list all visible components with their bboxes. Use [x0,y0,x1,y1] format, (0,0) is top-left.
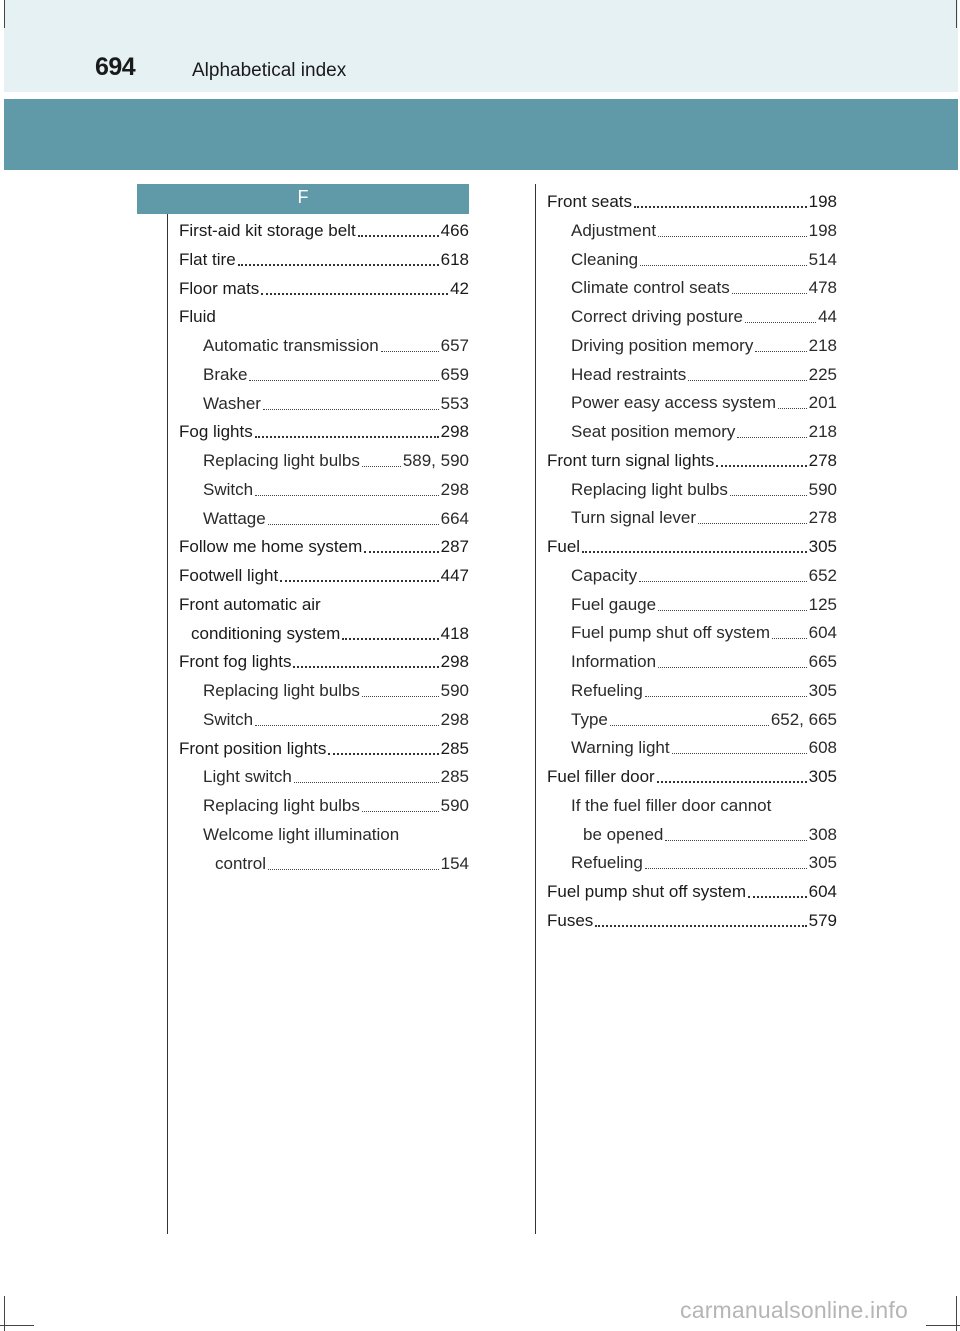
index-entry [547,760,837,788]
index-term: Type [571,710,608,729]
index-entry [547,731,837,759]
page-reference: 298 [440,652,469,671]
dot-leader [748,896,807,898]
page-reference: 590 [808,480,837,499]
index-entry [179,645,469,673]
page-reference: 652 [808,566,837,585]
index-entry [547,559,837,587]
index-term: Driving position memory [571,336,754,355]
page-reference: 298 [440,480,469,499]
dot-leader [732,293,807,294]
dot-leader [263,409,439,410]
dot-leader [658,236,807,237]
index-term: Replacing light bulbs [203,451,360,470]
watermark: carmanualsonline.info [680,1297,908,1323]
index-entry [179,358,469,386]
index-term: Replacing light bulbs [203,796,360,815]
index-right-column [547,185,837,945]
dot-leader [328,753,438,755]
index-term: control [215,854,267,873]
index-term: First-aid kit storage belt [179,221,356,240]
index-term: Flat tire [179,250,236,269]
page-reference: 618 [440,250,469,269]
header-band [4,99,958,170]
page-reference: 305 [808,537,837,556]
section-letter-bar: F [137,184,469,214]
index-entry [179,732,469,760]
index-entry [179,588,469,616]
index-entry [547,329,837,357]
page-reference: 308 [808,825,837,844]
dot-leader [293,666,438,668]
index-entry [547,214,837,242]
index-entry [547,588,837,616]
dot-leader [261,293,448,295]
page-reference: 478 [808,278,837,297]
index-term: Seat position memory [571,422,736,441]
dot-leader [362,466,401,467]
center-column-rule [535,184,536,1234]
page-reference: 305 [808,853,837,872]
index-entry [179,300,469,328]
index-left-column [179,214,469,894]
index-entry [179,559,469,587]
index-entry [179,272,469,300]
index-term: Floor mats [179,279,260,298]
index-term: conditioning system [191,624,341,643]
index-term: Fuel gauge [571,595,657,614]
index-term: be opened [583,825,664,844]
index-term: Follow me home system [179,537,363,556]
index-term: Front turn signal lights [547,451,715,470]
index-term: Refueling [571,853,643,872]
index-entry [547,904,837,932]
page-reference: 154 [440,854,469,873]
page-reference: 590 [440,681,469,700]
page-reference: 652, 665 [770,710,837,729]
index-entry [547,473,837,501]
index-entry [547,243,837,271]
index-term: Front fog lights [179,652,292,671]
index-entry [547,875,837,903]
index-entry [179,674,469,702]
index-term: Switch [203,480,254,499]
index-term: Fuel [547,537,581,556]
dot-leader [640,265,807,266]
index-term: Front position lights [179,739,327,758]
dot-leader [778,408,807,409]
index-entry [179,502,469,530]
page-reference: 305 [808,767,837,786]
page-reference: 218 [808,422,837,441]
dot-leader [610,725,769,726]
dot-leader [249,380,438,381]
dot-leader [672,753,807,754]
index-term: If the fuel filler door cannot [571,796,772,815]
dot-leader [255,495,439,496]
page-reference: 553 [440,394,469,413]
index-term: Switch [203,710,254,729]
index-entry [547,444,837,472]
dot-leader [255,436,439,438]
page-reference: 285 [440,767,469,786]
index-entry [179,847,469,875]
page-reference: 657 [440,336,469,355]
index-entry [547,645,837,673]
dot-leader [755,351,806,352]
page-reference: 659 [440,365,469,384]
index-entry [179,473,469,501]
index-entry [547,818,837,846]
dot-leader [730,495,807,496]
index-term: Automatic transmission [203,336,379,355]
page-reference: 285 [440,739,469,758]
dot-leader [595,925,806,927]
dot-leader [658,667,807,668]
index-entry [547,358,837,386]
page-reference: 278 [808,451,837,470]
index-entry [547,501,837,529]
index-entry [179,329,469,357]
dot-leader [268,524,439,525]
page-title: Alphabetical index [192,60,347,81]
index-entry [179,760,469,788]
dot-leader [342,638,438,640]
page-number: 694 [95,53,136,81]
index-entry [547,271,837,299]
dot-leader [657,781,807,783]
page-reference: 608 [808,738,837,757]
index-entry [547,415,837,443]
page-reference: 579 [808,911,837,930]
dot-leader [658,610,807,611]
index-term: Capacity [571,566,638,585]
index-term: Head restraints [571,365,687,384]
page-reference: 44 [818,307,837,326]
page-reference: 298 [440,422,469,441]
dot-leader [358,235,439,237]
page-reference: 418 [440,624,469,643]
dot-leader [362,696,439,697]
page-reference: 198 [808,192,837,211]
page-reference: 42 [450,279,469,298]
dot-leader [745,322,816,323]
dot-leader [268,869,439,870]
page-reference: 514 [808,250,837,269]
index-term: Fuses [547,911,594,930]
page-reference: 604 [808,623,837,642]
index-entry [179,444,469,472]
dot-leader [238,264,439,266]
dot-leader [698,523,807,524]
index-term: Information [571,652,657,671]
page-reference: 590 [440,796,469,815]
index-entry [179,818,469,846]
index-entry [179,415,469,443]
page-reference: 589, 590 [402,451,469,470]
index-entry [547,846,837,874]
index-term: Light switch [203,767,292,786]
index-term: Cleaning [571,250,639,269]
index-entry [547,616,837,644]
page-reference: 278 [808,508,837,527]
page-reference: 305 [808,681,837,700]
crop-mark [4,0,5,28]
page-reference: 198 [808,221,837,240]
page-reference: 201 [808,393,837,412]
index-entry [179,214,469,242]
page-reference: 466 [440,221,469,240]
left-column-rule [167,214,168,1234]
index-entry [547,386,837,414]
index-term: Fuel pump shut off system [547,882,747,901]
index-term: Brake [203,365,248,384]
index-entry [179,243,469,271]
dot-leader [294,782,439,783]
index-term: Warning light [571,738,670,757]
index-entry [179,530,469,558]
dot-leader [255,725,439,726]
index-term: Fuel filler door [547,767,655,786]
index-term: Wattage [203,509,266,528]
dot-leader [737,437,806,438]
dot-leader [280,580,438,582]
index-term: Replacing light bulbs [203,681,360,700]
page-reference: 665 [808,652,837,671]
page-reference: 298 [440,710,469,729]
index-entry [547,674,837,702]
dot-leader [362,811,439,812]
index-entry [547,703,837,731]
dot-leader [645,868,807,869]
index-term: Replacing light bulbs [571,480,728,499]
page-reference: 604 [808,882,837,901]
index-term: Front automatic air [179,595,321,614]
index-term: Fog lights [179,422,253,441]
dot-leader [665,840,806,841]
index-entry [179,703,469,731]
crop-mark [956,0,957,28]
index-term: Fluid [179,307,216,326]
index-term: Fuel pump shut off system [571,623,771,642]
dot-leader [772,638,807,639]
index-entry [547,185,837,213]
index-term: Washer [203,394,261,413]
index-entry [179,387,469,415]
index-term: Power easy access system [571,393,777,412]
index-term: Refueling [571,681,643,700]
page-reference: 125 [808,595,837,614]
page-reference: 225 [808,365,837,384]
index-entry [179,789,469,817]
index-term: Front seats [547,192,633,211]
index-entry [547,530,837,558]
index-term: Climate control seats [571,278,730,297]
dot-leader [645,696,807,697]
dot-leader [716,465,806,467]
index-entry [547,300,837,328]
index-entry [547,789,837,817]
dot-leader [634,206,807,208]
index-term: Welcome light illumination [203,825,400,844]
crop-mark [926,1325,960,1326]
dot-leader [381,351,439,352]
page-reference: 664 [440,509,469,528]
page-reference: 287 [440,537,469,556]
index-term: Turn signal lever [571,508,697,527]
page-reference: 447 [440,566,469,585]
dot-leader [688,380,806,381]
crop-mark [0,1325,34,1326]
index-term: Footwell light [179,566,279,585]
dot-leader [364,551,438,553]
index-term: Correct driving posture [571,307,743,326]
page-reference: 218 [808,336,837,355]
index-entry [179,617,469,645]
dot-leader [582,551,807,553]
dot-leader [639,581,806,582]
index-term: Adjustment [571,221,657,240]
header-bar [4,0,958,92]
